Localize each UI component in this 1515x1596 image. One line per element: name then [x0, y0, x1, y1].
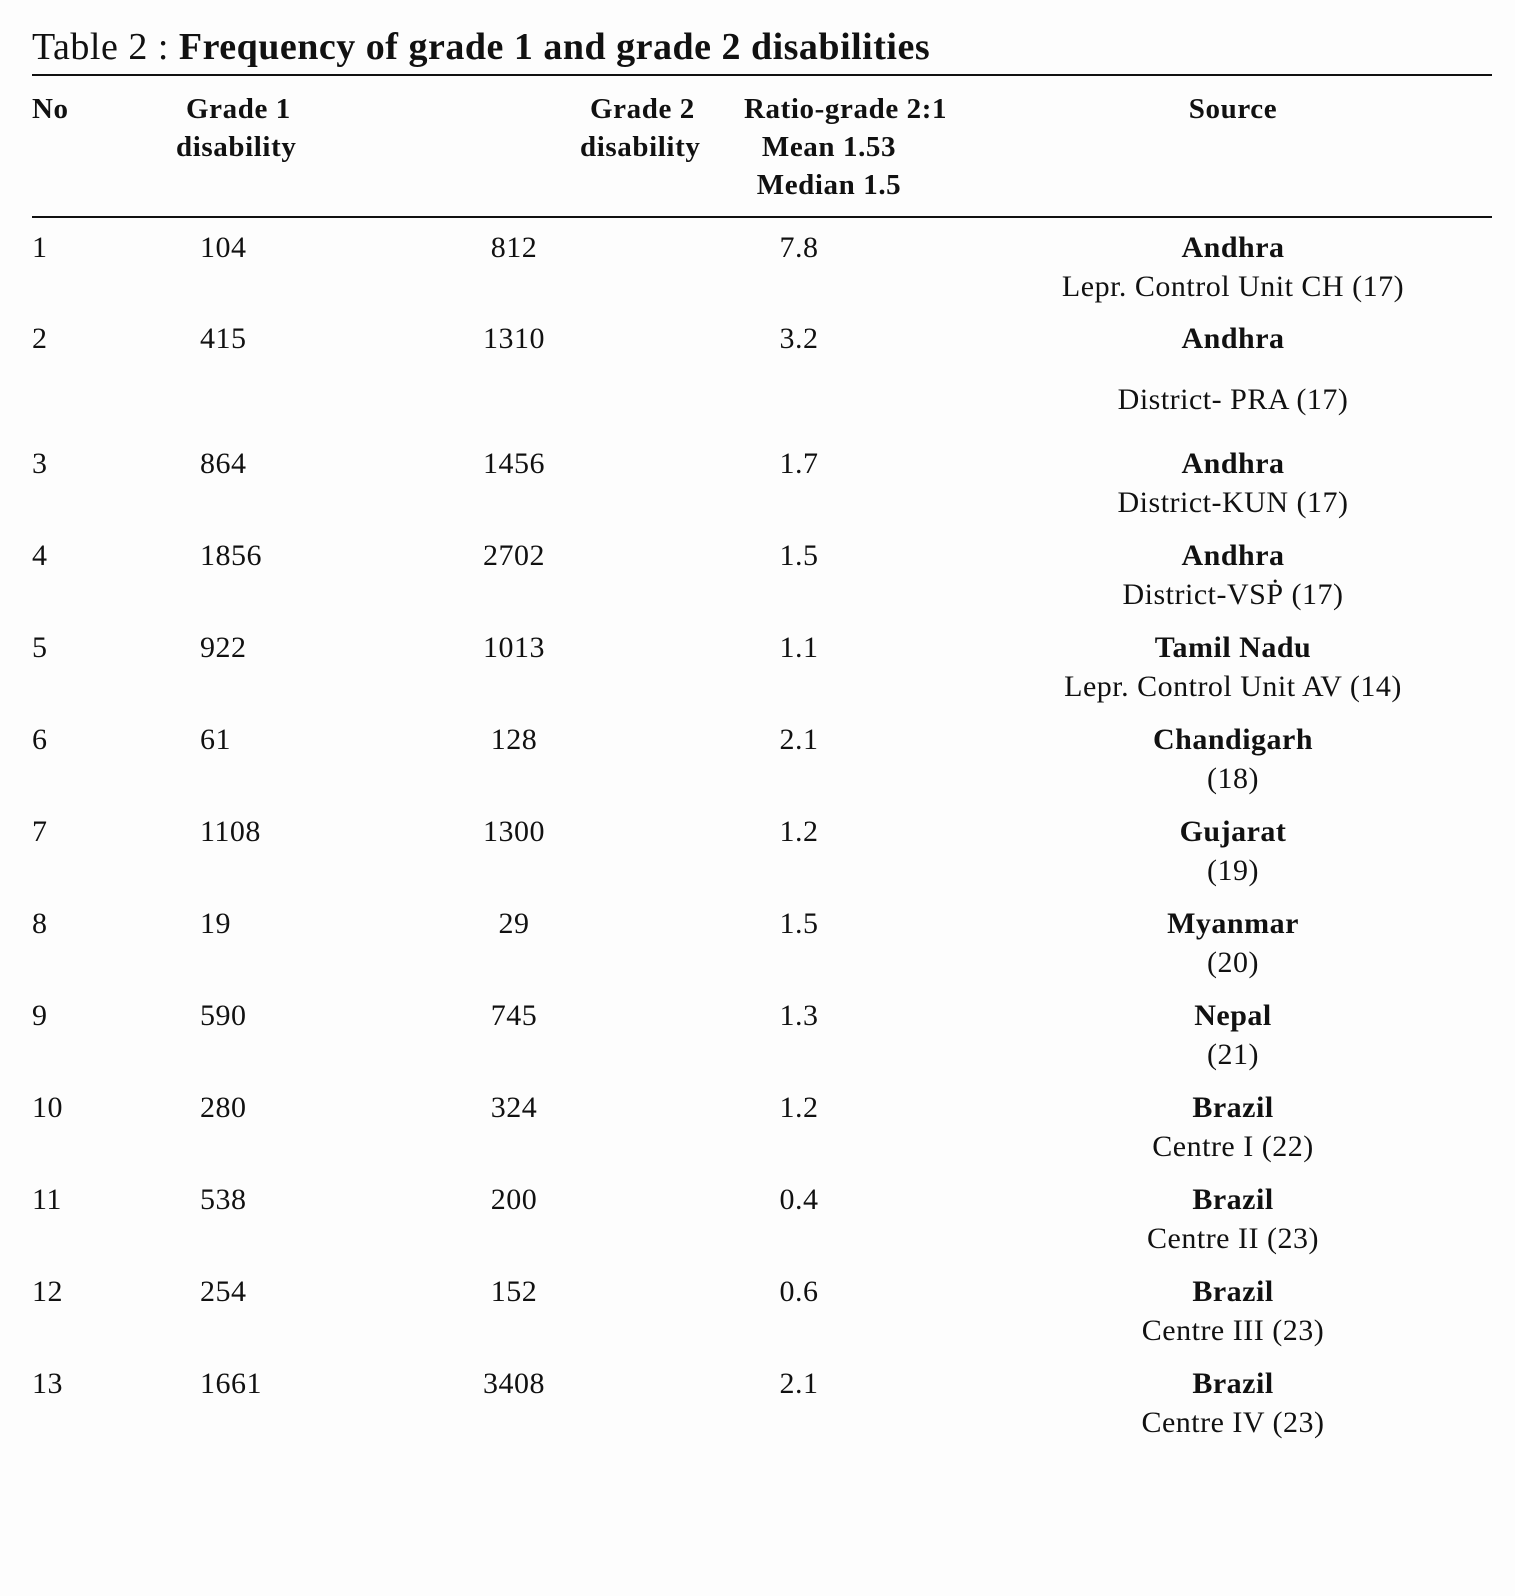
table-row — [32, 434, 1492, 526]
row-number: 8 — [32, 907, 48, 940]
source-cell — [914, 618, 1492, 710]
header-ratio: Ratio-grade 2:1 Mean 1.53 Median 1.5 — [744, 76, 914, 217]
source-detail: Centre II (23) — [1147, 1222, 1319, 1255]
source-place: Brazil — [1192, 1183, 1274, 1216]
ratio-value: 7.8 — [779, 231, 819, 264]
ratio-value: 0.4 — [779, 1183, 819, 1216]
ratio-value: 3.2 — [779, 322, 819, 355]
source-detail: District-KUN (17) — [1117, 486, 1349, 519]
grade2-value: 200 — [490, 1183, 538, 1216]
row-number: 1 — [32, 231, 48, 264]
ratio-value: 1.7 — [779, 447, 819, 480]
source-detail: District- PRA (17) — [1117, 383, 1349, 416]
table-row — [32, 526, 1492, 618]
grade1-value: 280 — [200, 1091, 247, 1124]
ratio-value: 1.5 — [779, 907, 819, 940]
source-detail: (18) — [1207, 762, 1259, 795]
table-row — [32, 802, 1492, 894]
table-row — [32, 1354, 1492, 1446]
grade2-value: 745 — [490, 999, 538, 1032]
row-number: 5 — [32, 631, 48, 664]
row-number: 9 — [32, 999, 48, 1032]
source-cell — [914, 986, 1492, 1078]
grade2-value: 1456 — [483, 447, 545, 480]
ratio-value: 1.2 — [779, 815, 819, 848]
source-cell — [914, 217, 1492, 309]
source-detail: District-VSṖ (17) — [1122, 578, 1344, 611]
grade1-value: 19 — [200, 907, 231, 940]
grade1-value: 538 — [200, 1183, 247, 1216]
row-number: 12 — [32, 1275, 63, 1308]
grade2-value: 29 — [498, 907, 530, 940]
grade2-value: 1310 — [483, 322, 545, 355]
ratio-value: 1.3 — [779, 999, 819, 1032]
source-place: Chandigarh — [1152, 723, 1314, 756]
table-caption: Frequency of grade 1 and grade 2 disabilities — [178, 26, 931, 68]
source-detail: (19) — [1207, 854, 1259, 887]
table-row — [32, 894, 1492, 986]
grade2-value: 152 — [490, 1275, 538, 1308]
source-place: Andhra — [1181, 322, 1285, 355]
source-detail: Centre III (23) — [1141, 1314, 1325, 1347]
source-cell — [914, 1078, 1492, 1170]
header-grade1: Grade 1 disability — [152, 76, 324, 217]
grade2-value: 1013 — [483, 631, 545, 664]
document-page — [32, 22, 1492, 1446]
source-cell — [914, 1354, 1492, 1446]
table-row — [32, 618, 1492, 710]
source-detail: Centre I (22) — [1152, 1130, 1314, 1163]
grade2-value: 128 — [490, 723, 538, 756]
grade1-value: 1856 — [200, 539, 262, 572]
grade2-value: 2702 — [483, 539, 545, 572]
grade2-value: 1300 — [483, 815, 545, 848]
row-number: 3 — [32, 447, 48, 480]
source-detail: Centre IV (23) — [1141, 1406, 1325, 1439]
table-row — [32, 309, 1492, 434]
ratio-value: 1.2 — [779, 1091, 819, 1124]
source-cell — [914, 1170, 1492, 1262]
table-row — [32, 1262, 1492, 1354]
source-place: Brazil — [1192, 1367, 1274, 1400]
source-place: Tamil Nadu — [1154, 631, 1312, 664]
source-place: Andhra — [1181, 447, 1285, 480]
source-place: Myanmar — [1167, 907, 1299, 940]
source-place: Andhra — [1181, 231, 1285, 264]
table-body — [32, 217, 1492, 1446]
grade2-value: 812 — [490, 231, 538, 264]
source-place: Nepal — [1194, 999, 1272, 1032]
grade1-value: 864 — [200, 447, 247, 480]
source-place: Gujarat — [1179, 815, 1287, 848]
disability-frequency-table — [32, 76, 1492, 1446]
table-row — [32, 1078, 1492, 1170]
grade1-value: 254 — [200, 1275, 247, 1308]
source-cell — [914, 802, 1492, 894]
row-number: 6 — [32, 723, 48, 756]
header-grade2: Grade 2 disability — [324, 76, 744, 217]
header-source: Source — [914, 76, 1492, 217]
header-no: No — [32, 76, 152, 217]
source-cell — [914, 710, 1492, 802]
source-detail: (20) — [1207, 946, 1259, 979]
table-row — [32, 217, 1492, 309]
source-detail: Lepr. Control Unit CH (17) — [1061, 270, 1405, 303]
grade1-value: 922 — [200, 631, 247, 664]
table-row — [32, 1170, 1492, 1262]
table-row — [32, 986, 1492, 1078]
source-detail: (21) — [1207, 1038, 1259, 1071]
row-number: 13 — [32, 1367, 63, 1400]
source-place: Brazil — [1192, 1275, 1274, 1308]
grade1-value: 415 — [200, 322, 247, 355]
source-spacer — [974, 358, 1492, 380]
ratio-value: 1.1 — [779, 631, 819, 664]
ratio-value: 2.1 — [779, 723, 819, 756]
grade1-value: 61 — [200, 723, 231, 756]
grade1-value: 590 — [200, 999, 247, 1032]
grade1-value: 1108 — [200, 815, 261, 848]
table-number: Table 2 : — [32, 26, 169, 68]
table-row — [32, 710, 1492, 802]
source-cell — [914, 434, 1492, 526]
source-place: Andhra — [1181, 539, 1285, 572]
source-place: Brazil — [1192, 1091, 1274, 1124]
source-cell — [914, 309, 1492, 434]
row-number: 4 — [32, 539, 48, 572]
table-header — [32, 76, 1492, 217]
table-title — [32, 22, 1492, 74]
header-row — [32, 76, 1492, 217]
grade1-value: 1661 — [200, 1367, 262, 1400]
source-cell — [914, 894, 1492, 986]
grade1-value: 104 — [200, 231, 247, 264]
source-cell — [914, 526, 1492, 618]
ratio-value: 2.1 — [779, 1367, 819, 1400]
row-number: 2 — [32, 322, 48, 355]
row-number: 7 — [32, 815, 48, 848]
grade2-value: 324 — [490, 1091, 538, 1124]
grade2-value: 3408 — [483, 1367, 545, 1400]
row-number: 10 — [32, 1091, 63, 1124]
source-cell — [914, 1262, 1492, 1354]
ratio-value: 1.5 — [779, 539, 819, 572]
ratio-value: 0.6 — [779, 1275, 819, 1308]
row-number: 11 — [32, 1183, 62, 1216]
source-detail: Lepr. Control Unit AV (14) — [1064, 670, 1402, 703]
